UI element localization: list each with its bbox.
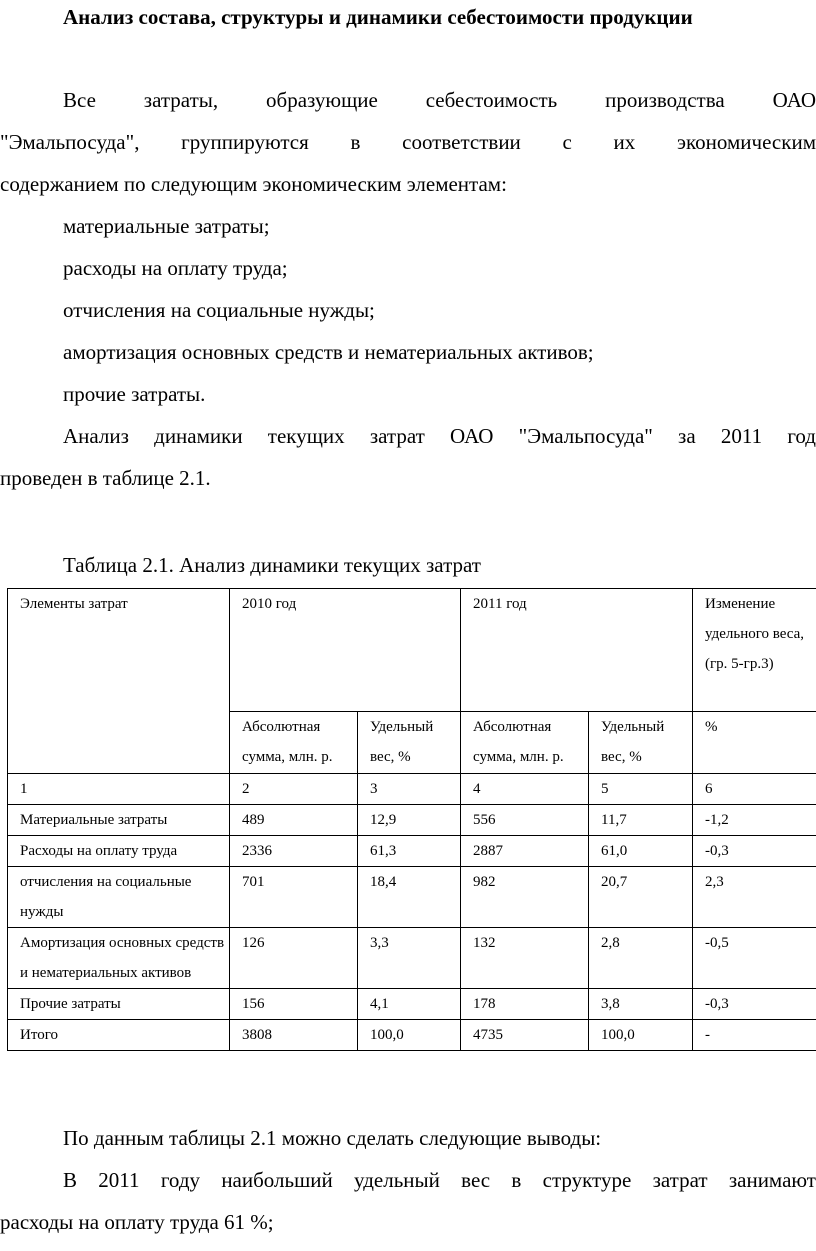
col-number: 5: [589, 774, 693, 805]
row-abs-2011: 132: [461, 928, 589, 989]
row-abs-2011: 982: [461, 867, 589, 928]
row-share-2010: 12,9: [358, 805, 461, 836]
row-abs-2010: 701: [230, 867, 358, 928]
header-2010: 2010 год: [230, 589, 461, 712]
row-abs-2011: 2887: [461, 836, 589, 867]
row-share-2010: 4,1: [358, 989, 461, 1020]
col-number: 2: [230, 774, 358, 805]
list-item-labor: расходы на оплату труда;: [63, 256, 288, 280]
row-name: Итого: [8, 1020, 230, 1051]
row-change: -0,5: [693, 928, 816, 989]
row-change: -1,2: [693, 805, 816, 836]
header-share-2010: Удельный вес, %: [358, 712, 461, 774]
table-row: [8, 836, 816, 867]
list-item-material: материальные затраты;: [63, 214, 270, 238]
row-name: Амортизация основных средств и нематериальных активов: [8, 928, 230, 989]
conclusion-line-3: расходы на оплату труда 61 %;: [0, 1210, 274, 1234]
row-abs-2011: 4735: [461, 1020, 589, 1051]
header-2011: 2011 год: [461, 589, 693, 712]
table-row: [8, 805, 816, 836]
row-name: Материальные затраты: [8, 805, 230, 836]
intro-line-3: содержанием по следующим экономическим элементам:: [0, 172, 507, 196]
table-row: [8, 928, 816, 989]
row-share-2011: 61,0: [589, 836, 693, 867]
intro-line-2: "Эмальпосуда", группируются в соответствии с их экономическим: [0, 130, 816, 154]
row-name: Прочие затраты: [8, 989, 230, 1020]
header-elements: Элементы затрат: [8, 589, 230, 774]
header-share-2011: Удельный вес, %: [589, 712, 693, 774]
row-change: 2,3: [693, 867, 816, 928]
table-row: [8, 867, 816, 928]
row-share-2011: 3,8: [589, 989, 693, 1020]
row-change: -: [693, 1020, 816, 1051]
row-abs-2010: 126: [230, 928, 358, 989]
row-share-2011: 11,7: [589, 805, 693, 836]
conclusion-line-2: В 2011 году наибольший удельный вес в структуре затрат занимают: [63, 1168, 816, 1192]
cost-dynamics-table: [7, 588, 816, 1051]
row-share-2010: 3,3: [358, 928, 461, 989]
header-abs-2010: Абсолютная сумма, млн. р.: [230, 712, 358, 774]
row-abs-2010: 156: [230, 989, 358, 1020]
row-change: -0,3: [693, 836, 816, 867]
row-abs-2011: 556: [461, 805, 589, 836]
list-item-social: отчисления на социальные нужды;: [63, 298, 375, 322]
page-title: Анализ состава, структуры и динамики себестоимости продукции: [63, 5, 693, 29]
table-caption: Таблица 2.1. Анализ динамики текущих затрат: [63, 553, 481, 577]
table-row: [8, 989, 816, 1020]
row-abs-2010: 3808: [230, 1020, 358, 1051]
table-row-numbers: [8, 774, 816, 805]
col-number: 3: [358, 774, 461, 805]
header-percent: %: [693, 712, 816, 774]
conclusion-line-1: По данным таблицы 2.1 можно сделать следующие выводы:: [63, 1126, 602, 1150]
row-share-2010: 18,4: [358, 867, 461, 928]
row-name: отчисления на социальные нужды: [8, 867, 230, 928]
row-abs-2011: 178: [461, 989, 589, 1020]
header-change: Изменение удельного веса, (гр. 5-гр.3): [693, 589, 816, 712]
row-name: Расходы на оплату труда: [8, 836, 230, 867]
row-share-2011: 20,7: [589, 867, 693, 928]
table-row-total: [8, 1020, 816, 1051]
analysis-line-1: Анализ динамики текущих затрат ОАО "Эмальпосуда" за 2011 год: [63, 424, 816, 448]
row-abs-2010: 2336: [230, 836, 358, 867]
row-share-2011: 100,0: [589, 1020, 693, 1051]
col-number: 6: [693, 774, 816, 805]
list-item-depreciation: амортизация основных средств и нематериальных активов;: [63, 340, 594, 364]
list-item-other: прочие затраты.: [63, 382, 206, 406]
analysis-line-2: проведен в таблице 2.1.: [0, 466, 211, 490]
col-number: 4: [461, 774, 589, 805]
intro-line-1: Все затраты, образующие себестоимость производства ОАО: [63, 88, 816, 112]
col-number: 1: [8, 774, 230, 805]
row-change: -0,3: [693, 989, 816, 1020]
row-share-2010: 100,0: [358, 1020, 461, 1051]
row-abs-2010: 489: [230, 805, 358, 836]
row-share-2011: 2,8: [589, 928, 693, 989]
row-share-2010: 61,3: [358, 836, 461, 867]
header-abs-2011: Абсолютная сумма, млн. р.: [461, 712, 589, 774]
